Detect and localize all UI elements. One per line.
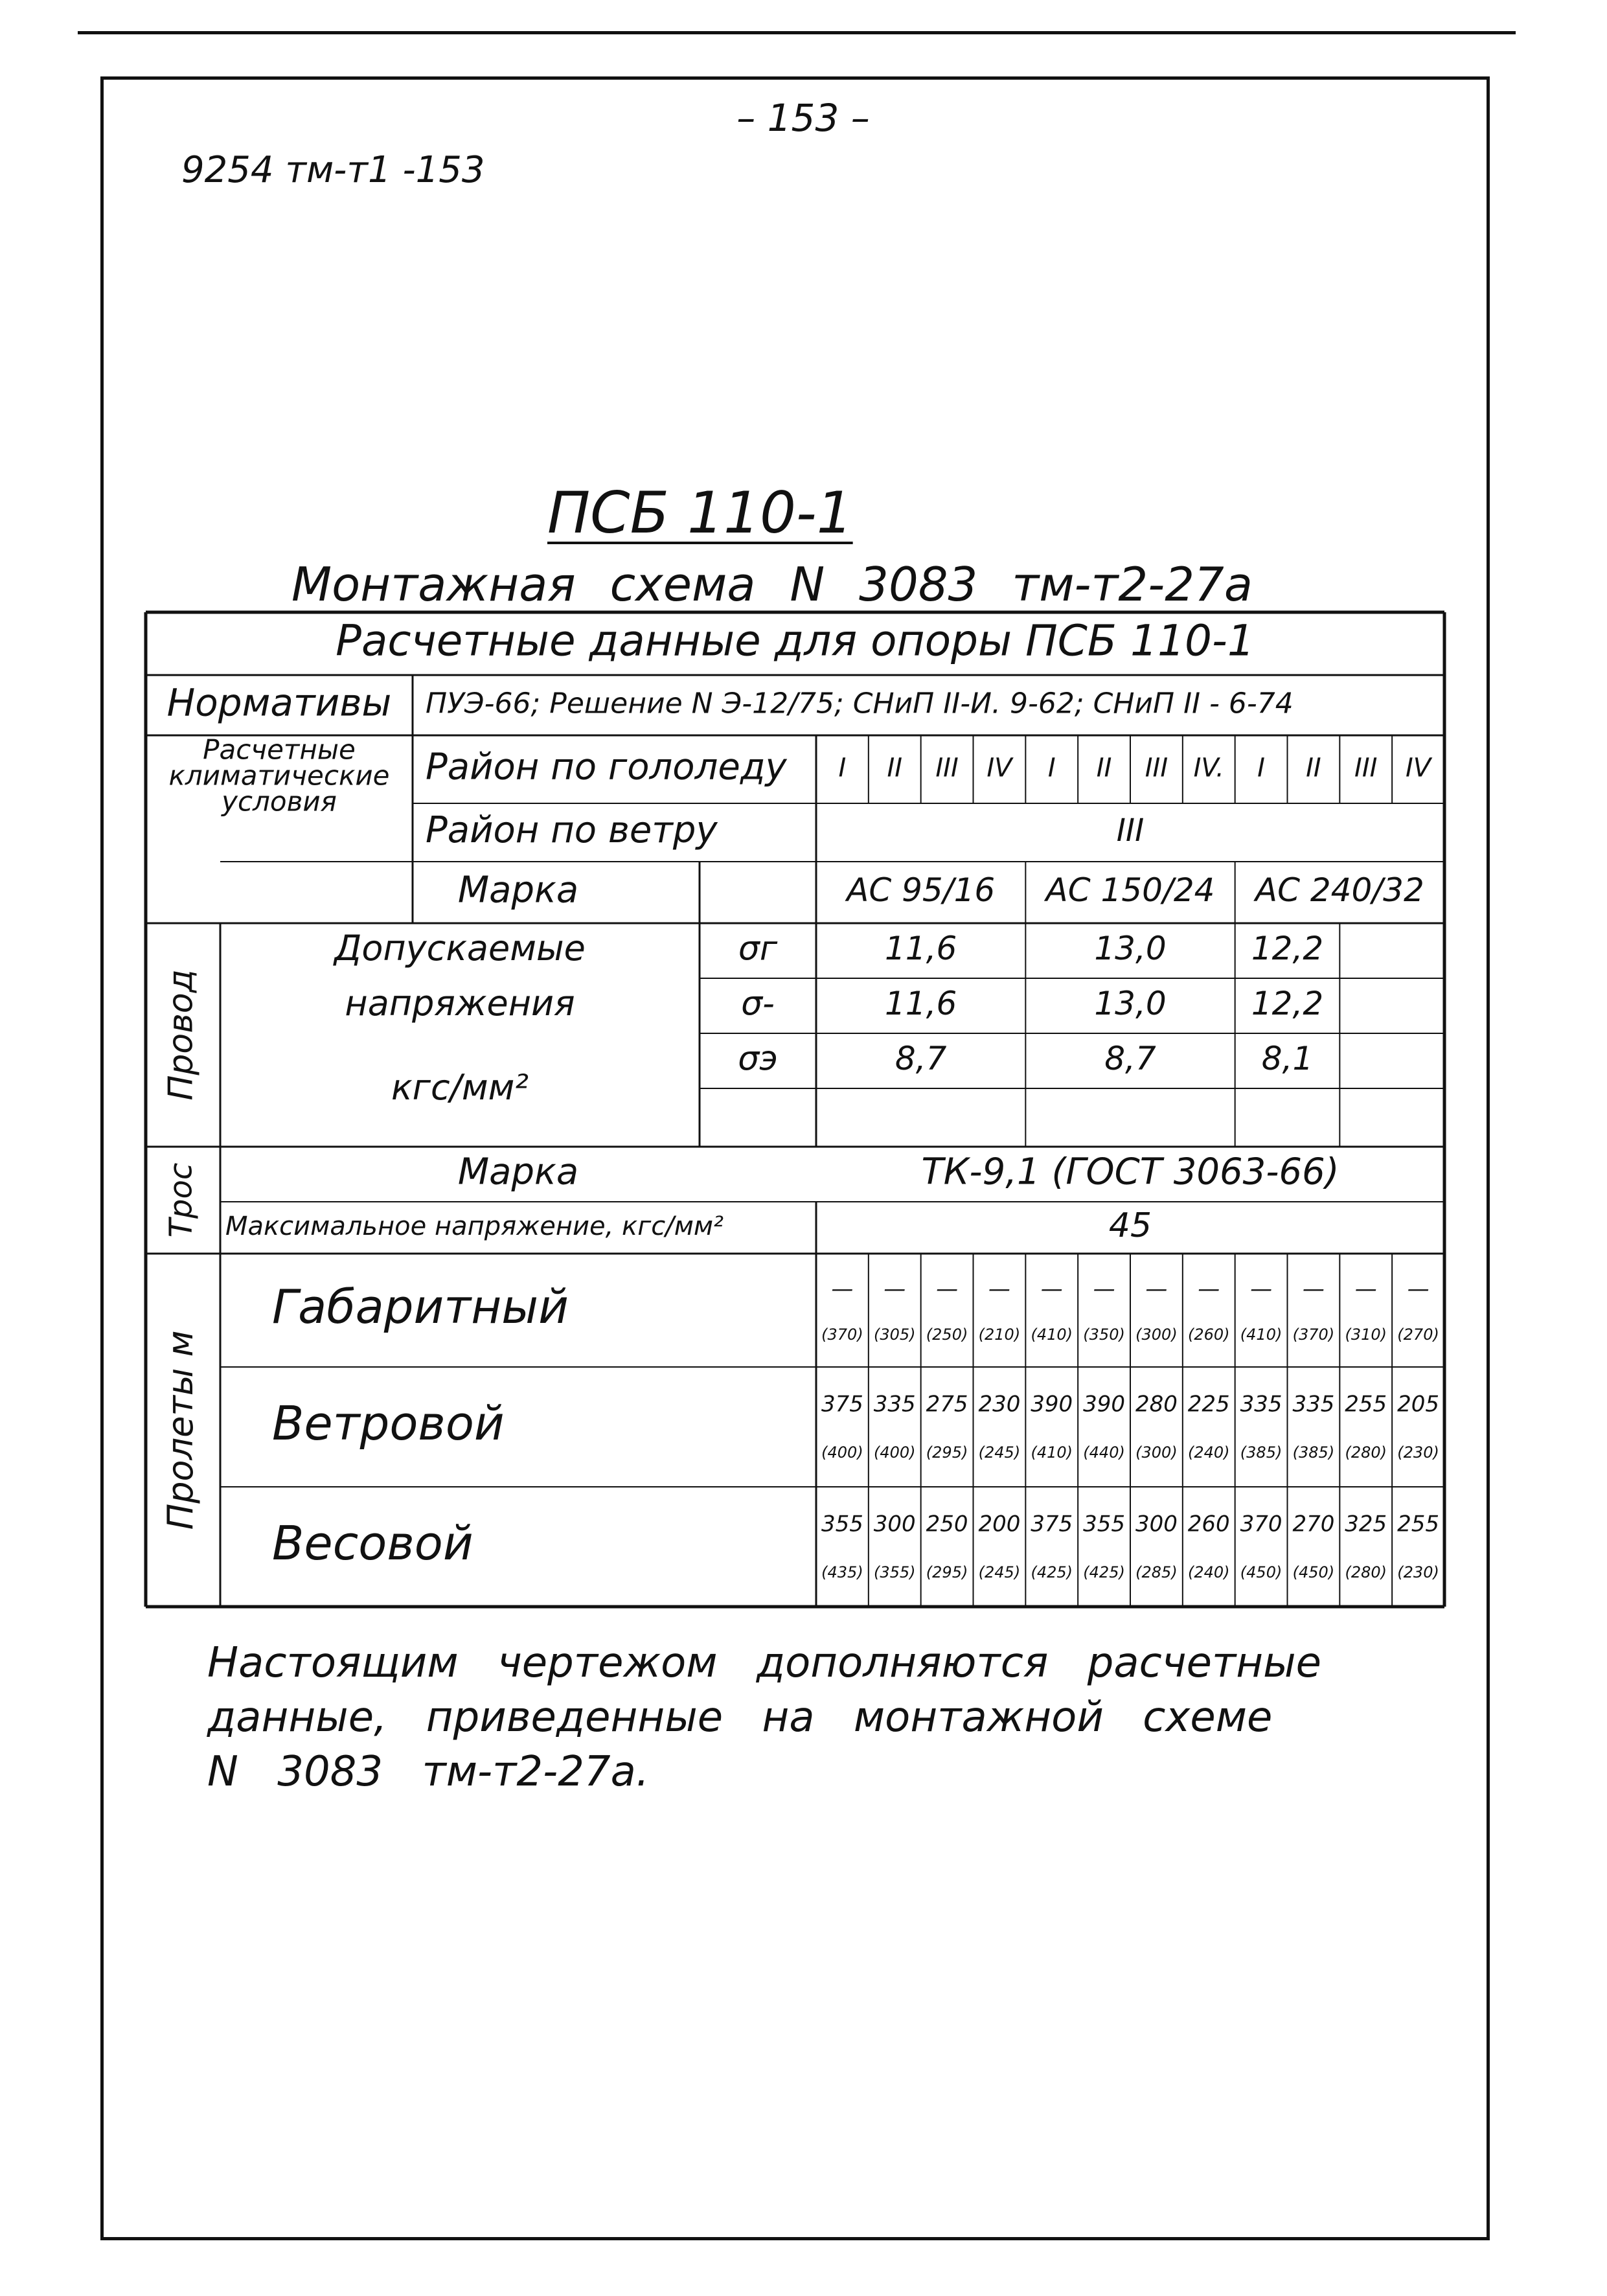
span-value: 270 [1292, 1511, 1335, 1537]
stress-value: 8,7 [895, 1040, 947, 1077]
ice-region-cell: III [1354, 753, 1378, 783]
span-value: (425) [1031, 1563, 1073, 1582]
span-value: 375 [1031, 1511, 1073, 1537]
max-stress-value: 45 [1108, 1206, 1152, 1245]
span-value: (285) [1135, 1563, 1178, 1582]
span-value: (300) [1135, 1443, 1178, 1462]
span-value: 390 [1083, 1391, 1126, 1418]
span-value: (240) [1187, 1443, 1230, 1462]
span-label: Габаритный [272, 1280, 569, 1335]
stress-label: Допускаемые [334, 928, 586, 969]
span-value: 260 [1187, 1511, 1230, 1537]
ice-region-cell: I [838, 753, 847, 783]
span-value: — [1093, 1276, 1115, 1302]
climate-label: Расчетные [203, 733, 356, 766]
span-value: 205 [1397, 1391, 1440, 1418]
stress-value: 12,2 [1251, 930, 1324, 967]
span-value: 300 [873, 1511, 916, 1537]
ice-region-cell: IV. [1193, 753, 1224, 783]
span-value: (260) [1187, 1326, 1230, 1344]
span-value: 355 [1083, 1511, 1126, 1537]
span-value: 275 [926, 1391, 968, 1418]
wind-region-value: III [1116, 812, 1145, 849]
spans-group-label: Пролеты м [160, 1330, 201, 1530]
span-value: — [1040, 1276, 1063, 1302]
ice-region-cell: III [1145, 753, 1168, 783]
page-title: ПСБ 110-1 [547, 479, 853, 546]
span-value: 255 [1397, 1511, 1440, 1537]
span-value: — [988, 1276, 1010, 1302]
span-value: — [831, 1276, 854, 1302]
span-value: (400) [821, 1443, 863, 1462]
span-value: (370) [1292, 1326, 1335, 1344]
span-label: Весовой [272, 1516, 473, 1571]
span-value: (250) [926, 1326, 968, 1344]
span-value: (295) [926, 1443, 968, 1462]
span-value: 335 [1240, 1391, 1282, 1418]
stress-symbol: σг [738, 929, 778, 969]
cable-group-label: Трос [163, 1162, 199, 1238]
ice-region-label: Район по гололеду [426, 746, 787, 788]
stress-value: 8,7 [1104, 1040, 1156, 1077]
span-value: (435) [821, 1563, 863, 1582]
span-value: 255 [1345, 1391, 1387, 1418]
span-value: 230 [978, 1391, 1021, 1418]
span-value: (385) [1240, 1443, 1282, 1462]
stress-value: 13,0 [1094, 930, 1167, 967]
span-value: 335 [873, 1391, 916, 1418]
note-line: данные, приведенные на монтажной схеме [207, 1693, 1273, 1741]
span-value: (230) [1397, 1563, 1439, 1582]
span-value: (300) [1135, 1326, 1178, 1344]
stress-value: 8,1 [1261, 1040, 1314, 1077]
span-value: (270) [1397, 1326, 1439, 1344]
span-value: (450) [1240, 1563, 1282, 1582]
stress-symbol: σэ [738, 1039, 778, 1079]
ice-region-cell: I [1047, 753, 1056, 783]
span-value: (310) [1345, 1326, 1387, 1344]
span-value: — [1354, 1276, 1377, 1302]
page-subtitle: Монтажная схема N 3083 тм-т2-27а [291, 557, 1253, 612]
stress-symbol: σ- [741, 984, 775, 1024]
span-value: (245) [978, 1563, 1021, 1582]
note [207, 1636, 1373, 1799]
norms-value: ПУЭ-66; Решение N Э-12/75; СНиП II-И. 9-62; СНиП II - 6-74 [426, 687, 1294, 720]
page-number: – 153 – [736, 96, 870, 140]
table-text [160, 616, 1439, 1582]
cable-brand-label: Марка [457, 1151, 579, 1193]
wire-brand-label: Марка [457, 869, 579, 912]
note-line: Настоящим чертежом дополняются расчетные [207, 1639, 1321, 1687]
norms-label: Нормативы [166, 680, 392, 725]
stress-value: 13,0 [1094, 985, 1167, 1022]
wire-brand: АС 150/24 [1045, 871, 1215, 909]
span-value: (210) [978, 1326, 1021, 1344]
span-value: — [1250, 1276, 1273, 1302]
span-value: (425) [1083, 1563, 1125, 1582]
span-value: (245) [978, 1443, 1021, 1462]
climate-label: условия [222, 785, 337, 818]
span-value: (385) [1292, 1443, 1335, 1462]
climate-label: климатические [168, 759, 390, 792]
span-value: (400) [873, 1443, 916, 1462]
wind-region-label: Район по ветру [426, 809, 718, 852]
ice-region-cell: I [1257, 753, 1265, 783]
span-value: (305) [873, 1326, 916, 1344]
note-line: N 3083 тм-т2-27а. [207, 1748, 650, 1796]
span-value: 390 [1031, 1391, 1073, 1418]
span-value: 325 [1345, 1511, 1387, 1537]
span-value: (450) [1292, 1563, 1335, 1582]
ice-region-cell: IV [1405, 753, 1431, 783]
span-value: (230) [1397, 1443, 1439, 1462]
span-value: 250 [926, 1511, 968, 1537]
span-value: (440) [1083, 1443, 1125, 1462]
stress-value: 11,6 [885, 985, 957, 1022]
ice-region-cell: IV [986, 753, 1012, 783]
span-label: Ветровой [272, 1396, 505, 1451]
span-value: — [1407, 1276, 1430, 1302]
span-value: (350) [1083, 1326, 1125, 1344]
span-value: 335 [1292, 1391, 1335, 1418]
span-value: (355) [873, 1563, 916, 1582]
cable-brand-value: ТК-9,1 (ГОСТ 3063-66) [921, 1151, 1339, 1193]
max-stress-label: Максимальное напряжение, кгс/мм² [225, 1211, 724, 1241]
table-heading: Расчетные данные для опоры ПСБ 110-1 [336, 615, 1255, 666]
span-value: — [1145, 1276, 1168, 1302]
span-value: — [1198, 1276, 1220, 1302]
stress-value: 12,2 [1251, 985, 1324, 1022]
span-value: (280) [1345, 1443, 1387, 1462]
ice-region-cell: III [935, 753, 959, 783]
span-value: (295) [926, 1563, 968, 1582]
span-value: — [883, 1276, 906, 1302]
span-value: — [1302, 1276, 1325, 1302]
stress-value: 11,6 [885, 930, 957, 967]
span-value: 200 [978, 1511, 1021, 1537]
span-value: (410) [1031, 1443, 1073, 1462]
span-value: (240) [1187, 1563, 1230, 1582]
span-value: 370 [1240, 1511, 1282, 1537]
span-value: (410) [1240, 1326, 1282, 1344]
stress-label: кгс/мм² [391, 1067, 529, 1108]
span-value: (280) [1345, 1563, 1387, 1582]
wire-brand: АС 95/16 [847, 871, 996, 909]
wire-brand: АС 240/32 [1255, 871, 1424, 909]
span-value: 300 [1135, 1511, 1178, 1537]
span-value: (410) [1031, 1326, 1073, 1344]
span-value: — [936, 1276, 959, 1302]
ice-region-cell: II [887, 753, 903, 783]
stress-label: напряжения [345, 983, 575, 1024]
ice-region-cell: II [1096, 753, 1112, 783]
span-value: 375 [821, 1391, 863, 1418]
span-value: 280 [1135, 1391, 1178, 1418]
span-value: 355 [821, 1511, 863, 1537]
ice-region-cell: II [1306, 753, 1321, 783]
document-code: 9254 тм-т1 -153 [181, 149, 485, 191]
span-value: (370) [821, 1326, 863, 1344]
span-value: 225 [1187, 1391, 1230, 1418]
wire-group-label: Провод [161, 969, 201, 1101]
